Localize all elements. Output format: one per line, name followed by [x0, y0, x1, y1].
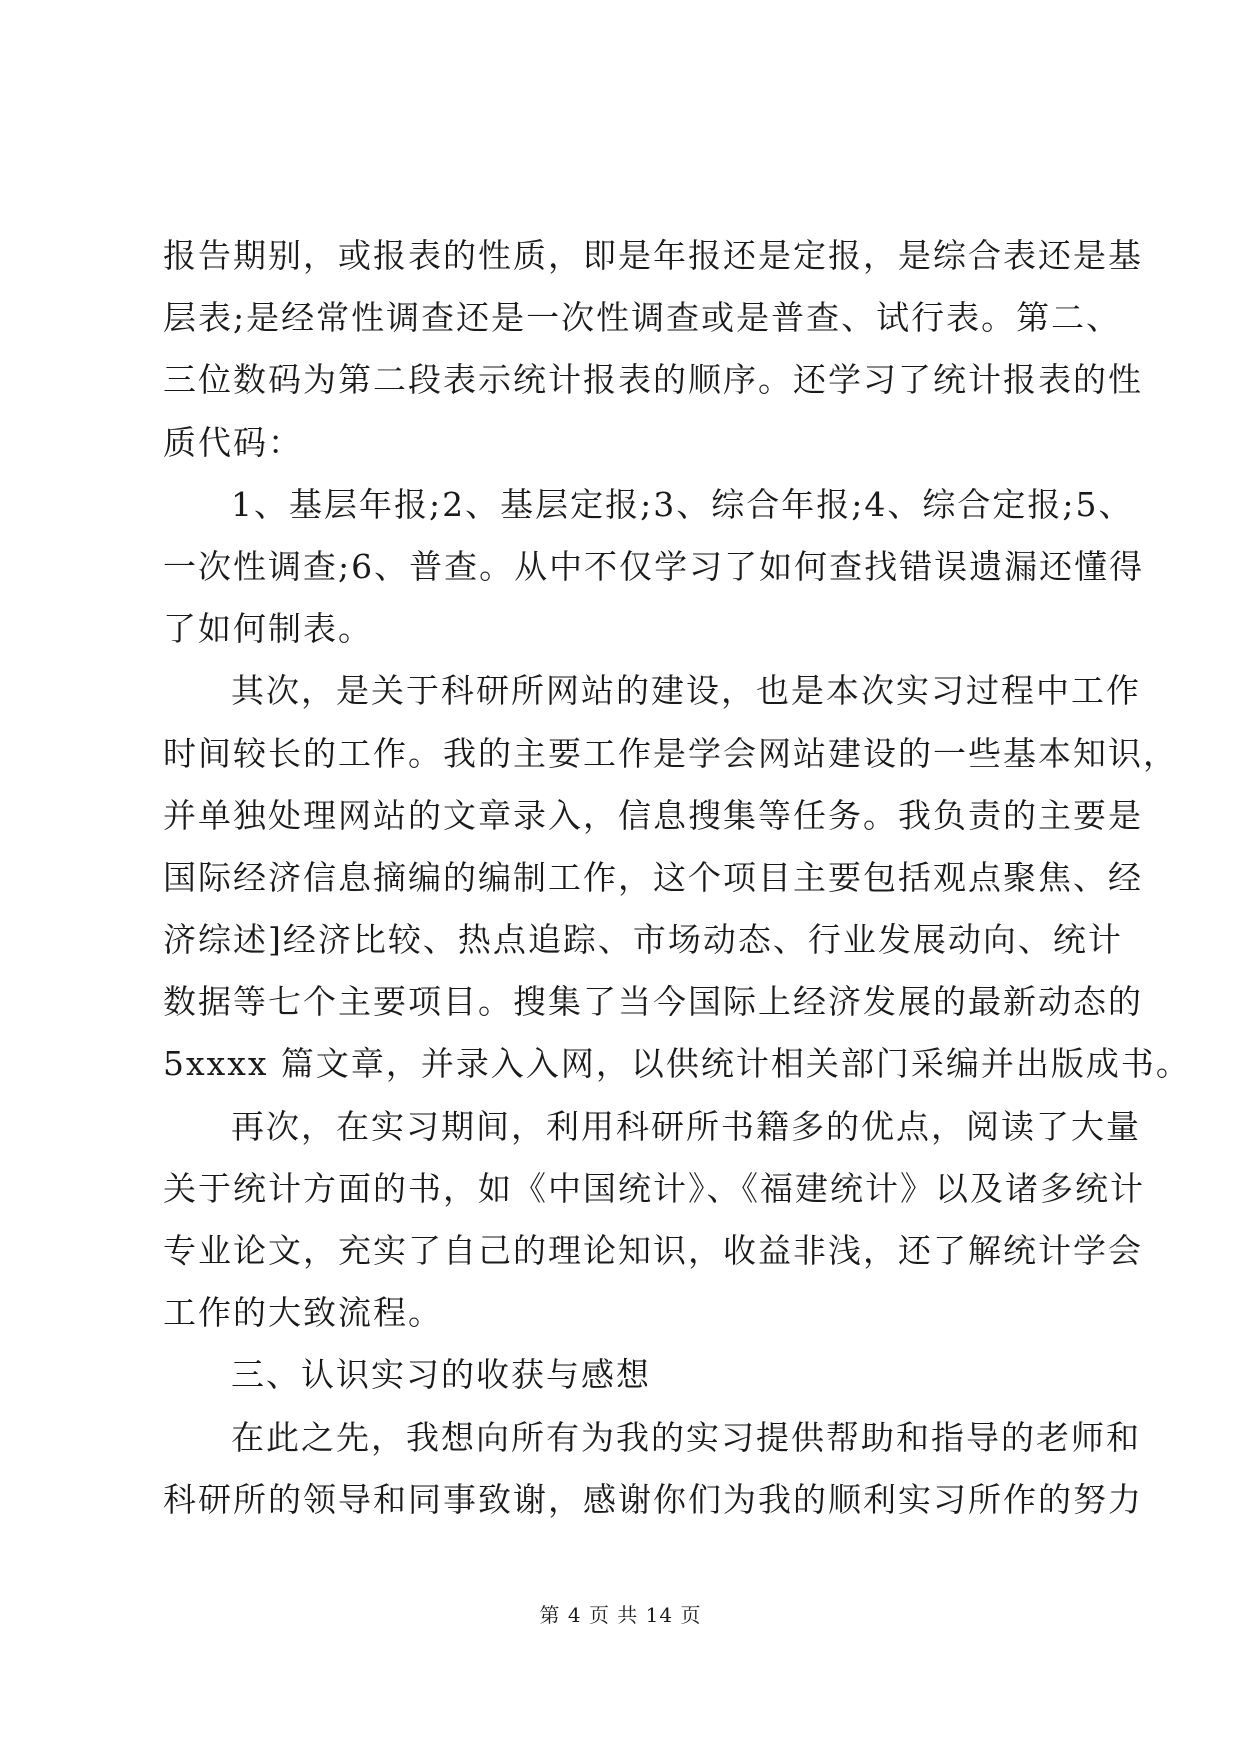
text-line: 一次性调查;6、普查。从中不仅学习了如何查找错误遗漏还懂得	[163, 546, 1145, 586]
text-line: 科研所的领导和同事致谢，感谢你们为我的顺利实习所作的努力	[163, 1479, 1143, 1519]
text-line: 工作的大致流程。	[163, 1293, 443, 1333]
page-number-footer: 第 4 页 共 14 页	[539, 1603, 702, 1627]
text-line: 其次，是关于科研所网站的建设，也是本次实习过程中工作	[231, 671, 1141, 711]
text-line: 三位数码为第二段表示统计报表的顺序。还学习了统计报表的性	[163, 360, 1143, 400]
text-line: 关于统计方面的书，如《中国统计》、《福建统计》以及诸多统计	[163, 1168, 1145, 1208]
text-line: 数据等七个主要项目。搜集了当今国际上经济发展的最新动态的	[163, 982, 1143, 1022]
text-line: 1、基层年报;2、基层定报;3、综合年报;4、综合定报;5、	[231, 484, 1134, 524]
text-line: 再次，在实习期间，利用科研所书籍多的优点，阅读了大量	[231, 1106, 1141, 1146]
text-line: 报告期别，或报表的性质，即是年报还是定报，是综合表还是基	[163, 236, 1143, 275]
section-heading: 三、认识实习的收获与感想	[231, 1355, 651, 1395]
text-line: 层表;是经常性调查还是一次性调查或是普查、试行表。第二、	[163, 298, 1122, 338]
text-line: 专业论文，充实了自己的理论知识，收益非浅，还了解统计学会	[163, 1231, 1143, 1270]
text-line: 国际经济信息摘编的编制工作，这个项目主要包括观点聚焦、经	[163, 857, 1143, 897]
text-line: 时间较长的工作。我的主要工作是学会网站建设的一些基本知识，	[163, 733, 1178, 773]
text-line: 并单独处理网站的文章录入，信息搜集等任务。我负责的主要是	[163, 795, 1143, 835]
text-line: 济综述]经济比较、热点追踪、市场动态、行业发展动向、统计	[163, 920, 1123, 960]
text-line: 在此之先，我想向所有为我的实习提供帮助和指导的老师和	[231, 1417, 1141, 1457]
text-line: 质代码：	[163, 422, 303, 462]
document-body	[163, 225, 1191, 1531]
text-line: 了如何制表。	[163, 609, 373, 649]
text-line: 5xxxx 篇文章，并录入入网，以供统计相关部门采编并出版成书。	[163, 1044, 1191, 1084]
